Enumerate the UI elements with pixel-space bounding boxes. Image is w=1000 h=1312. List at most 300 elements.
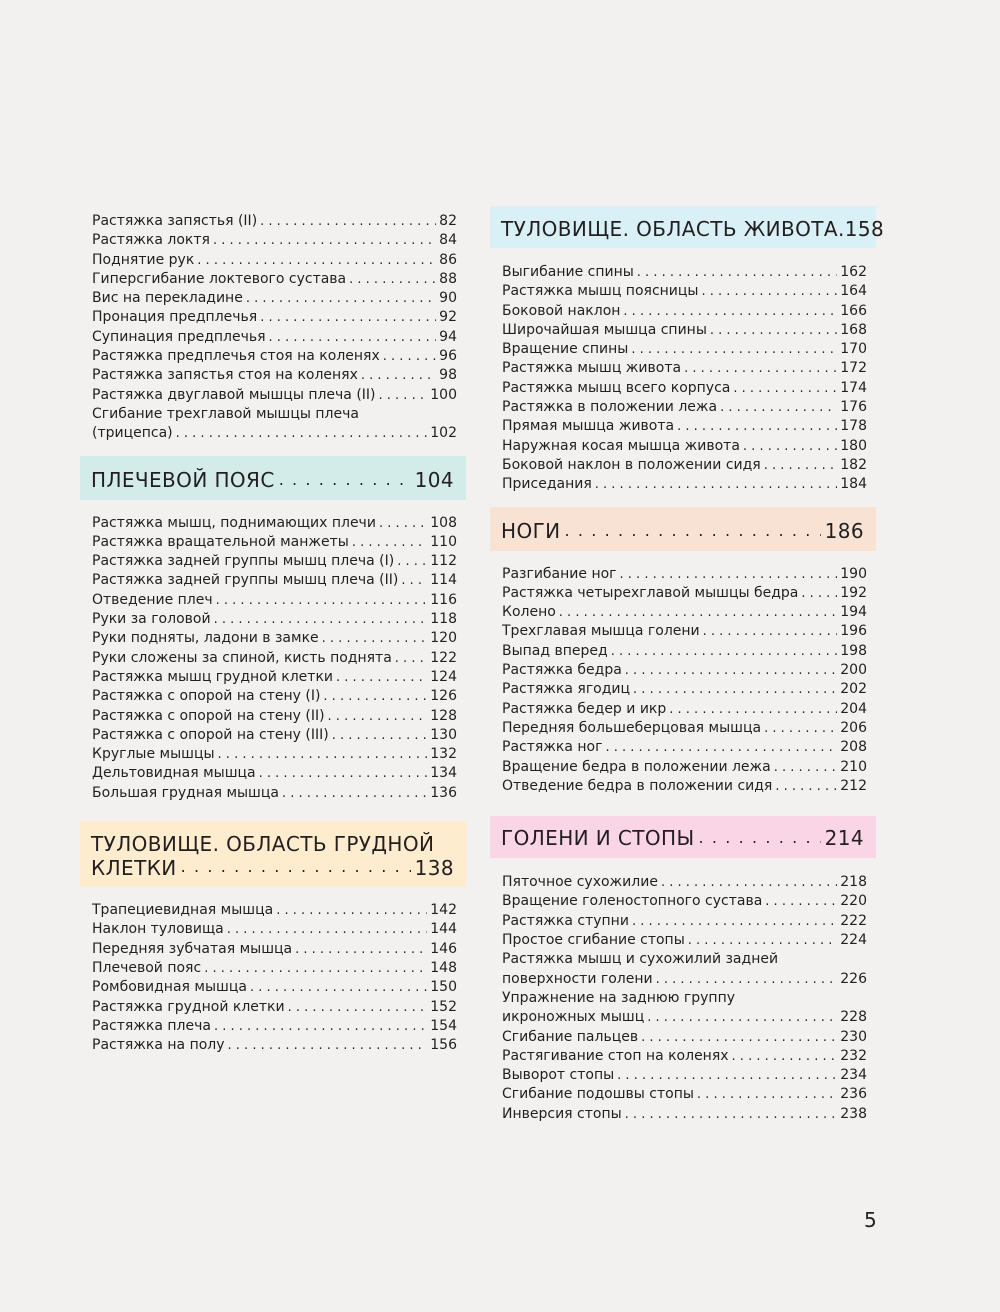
- dot-leader: [710, 321, 837, 340]
- entry-title: Растяжка локтя: [92, 232, 210, 249]
- toc-entry[interactable]: [502, 340, 867, 359]
- dot-leader: [260, 308, 436, 327]
- toc-entry[interactable]: [92, 649, 457, 668]
- dot-leader: [656, 970, 838, 989]
- entry-page: 180: [840, 437, 867, 454]
- toc-entry[interactable]: [502, 584, 867, 603]
- entry-page: 196: [840, 623, 867, 640]
- toc-entry[interactable]: [92, 231, 457, 250]
- entry-title: Растяжка в положении лежа: [502, 399, 718, 416]
- toc-entry[interactable]: [92, 726, 457, 745]
- toc-entry[interactable]: [502, 1047, 867, 1066]
- entry-page: 232: [840, 1047, 867, 1064]
- dot-leader: [661, 873, 837, 892]
- entry-page: 110: [430, 533, 457, 550]
- entry-title: Растяжка плеча: [92, 1017, 211, 1034]
- entry-title: Вращение бедра в положении лежа: [502, 758, 771, 775]
- entry-title-line1: Сгибание трехглавой мышцы плеча: [92, 405, 359, 422]
- dot-leader: [176, 424, 428, 443]
- entry-page: 152: [430, 998, 457, 1015]
- dot-leader: [214, 610, 428, 629]
- dot-leader: [379, 386, 428, 405]
- section-header-chest[interactable]: [80, 821, 466, 887]
- entry-page: 92: [439, 309, 457, 326]
- entry-title: Круглые мышцы: [92, 746, 215, 763]
- entry-page: 112: [430, 553, 457, 570]
- dot-leader: [349, 270, 436, 289]
- toc-entry[interactable]: [92, 784, 457, 803]
- entry-title: Растяжка мышц грудной клетки: [92, 668, 334, 685]
- entry-title: Вис на перекладине: [92, 290, 243, 307]
- toc-entry[interactable]: [502, 263, 867, 282]
- entry-title: Прямая мышца живота: [502, 418, 675, 435]
- entry-title: Гиперсгибание локтевого сустава: [92, 270, 347, 287]
- dot-leader: [625, 1105, 838, 1124]
- entry-page: 190: [840, 565, 867, 582]
- toc-entry[interactable]: [92, 366, 457, 385]
- entry-title: Растяжка ягодиц: [502, 681, 631, 698]
- entry-page: 82: [439, 213, 457, 229]
- section-header-feet[interactable]: [490, 816, 876, 858]
- entry-title: Дельтовидная мышца: [92, 765, 256, 782]
- dot-leader: [269, 328, 437, 347]
- entry-page: 116: [430, 591, 457, 608]
- entry-page: 118: [430, 611, 457, 628]
- dot-leader: [361, 366, 436, 385]
- dot-leader: [720, 398, 837, 417]
- entry-title: Отведение плеч: [92, 591, 213, 608]
- dot-leader: [625, 661, 837, 680]
- toc-entry[interactable]: [502, 661, 867, 680]
- toc-entry[interactable]: [92, 629, 457, 648]
- dot-leader: [279, 468, 411, 492]
- entry-page: 88: [439, 270, 457, 287]
- toc-entry[interactable]: [502, 758, 867, 777]
- toc-entry[interactable]: [92, 610, 457, 629]
- toc-entry[interactable]: [502, 873, 867, 892]
- toc-entry[interactable]: [502, 398, 867, 417]
- entry-title: Растяжка мышц живота: [502, 360, 682, 377]
- entry-title: Руки сложены за спиной, кисть поднята: [92, 649, 392, 666]
- toc-entry[interactable]: [92, 328, 457, 347]
- dot-leader: [703, 622, 838, 641]
- dot-leader: [276, 901, 427, 920]
- toc-entry[interactable]: [502, 456, 867, 475]
- section-header-shoulder[interactable]: [80, 456, 466, 500]
- dot-leader: [246, 289, 436, 308]
- entry-page: 114: [430, 572, 457, 589]
- toc-entry[interactable]: [502, 1085, 867, 1104]
- dot-leader: [633, 680, 837, 699]
- entry-page: 108: [430, 514, 457, 531]
- entry-title: Растягивание стоп на коленях: [502, 1047, 729, 1064]
- entry-title: Выпад вперед: [502, 642, 608, 659]
- dot-leader: [699, 826, 821, 850]
- dot-leader: [605, 738, 837, 757]
- section-page: 186: [824, 518, 864, 543]
- dot-leader: [647, 1008, 837, 1027]
- entry-page: 228: [840, 1009, 867, 1026]
- entry-title: Растяжка запястья (II): [92, 213, 258, 229]
- toc-entry[interactable]: [92, 745, 457, 764]
- toc-entry[interactable]: [92, 347, 457, 366]
- toc-entry[interactable]: [92, 270, 457, 289]
- entry-page: 210: [840, 758, 867, 775]
- entry-page: 184: [840, 476, 867, 493]
- feet-wrap-entry-1[interactable]: [490, 950, 876, 989]
- toc-entry[interactable]: [502, 603, 867, 622]
- dot-leader: [214, 1017, 427, 1036]
- entry-title: Инверсия стопы: [502, 1105, 622, 1122]
- entry-page: 222: [840, 912, 867, 929]
- dot-leader: [295, 940, 427, 959]
- toc-entry[interactable]: [502, 475, 867, 494]
- toc-entry[interactable]: [92, 901, 457, 920]
- toc-entry[interactable]: [92, 533, 457, 552]
- entry-title: Растяжка задней группы мышц плеча (I): [92, 553, 395, 570]
- entry-title-line2: икроножных мышц: [502, 1009, 645, 1026]
- entry-title: Большая грудная мышца: [92, 784, 279, 801]
- toc-right-column: [490, 206, 885, 1124]
- dot-leader: [228, 1036, 428, 1055]
- entry-page: 176: [840, 399, 867, 416]
- dot-leader: [288, 998, 428, 1017]
- entry-title-line1: Упражнение на заднюю группу: [502, 989, 736, 1006]
- section-header-abdomen[interactable]: [490, 206, 885, 248]
- entry-page: 100: [430, 386, 457, 403]
- entry-page: 130: [430, 726, 457, 743]
- feet-entries-b: [490, 1028, 876, 1124]
- toc-entry[interactable]: [502, 1028, 867, 1047]
- section-page: 104: [414, 467, 454, 492]
- toc-entry[interactable]: [502, 321, 867, 340]
- entry-page: 202: [840, 681, 867, 698]
- dot-leader: [332, 726, 428, 745]
- entry-page: 164: [840, 283, 867, 300]
- entry-page: 208: [840, 739, 867, 756]
- arms-last-entry[interactable]: [80, 405, 466, 444]
- entry-page: 162: [840, 264, 867, 280]
- entry-page: 172: [840, 360, 867, 377]
- entry-title: Выворот стопы: [502, 1067, 615, 1084]
- entry-title: Поднятие рук: [92, 251, 195, 268]
- entry-title: Наружная косая мышца живота: [502, 437, 740, 454]
- dot-leader: [379, 514, 427, 533]
- toc-entry[interactable]: [502, 892, 867, 911]
- entry-title: Растяжка грудной клетки: [92, 998, 285, 1015]
- dot-leader: [641, 1028, 837, 1047]
- entry-page: 206: [840, 719, 867, 736]
- entry-title: Трапециевидная мышца: [92, 902, 274, 919]
- entry-page: 90: [439, 290, 457, 307]
- entry-page: 204: [840, 700, 867, 717]
- section-page: 214: [824, 826, 864, 851]
- entry-page: 166: [840, 302, 867, 319]
- entry-page: 236: [840, 1086, 867, 1103]
- entry-page: 136: [430, 784, 457, 801]
- dot-leader: [620, 565, 838, 584]
- toc-entry[interactable]: [92, 289, 457, 308]
- dot-leader: [611, 642, 838, 661]
- entry-title: Отведение бедра в положении сидя: [502, 777, 773, 794]
- entry-page: 192: [840, 584, 867, 601]
- feet-entries-a: [490, 873, 876, 950]
- dot-leader: [559, 603, 837, 622]
- toc-entry[interactable]: [92, 687, 457, 706]
- entry-title: Растяжка ступни: [502, 912, 629, 929]
- entry-page: 194: [840, 604, 867, 621]
- entry-title: Боковой наклон в положении сидя: [502, 456, 761, 473]
- entry-title: Растяжка бедер и икр: [502, 700, 667, 717]
- section-page: .158: [838, 217, 885, 241]
- chest-entries: [80, 901, 466, 1055]
- dot-leader: [801, 584, 837, 603]
- entry-page: 132: [430, 746, 457, 763]
- dot-leader: [733, 379, 837, 398]
- legs-entries: [490, 565, 876, 797]
- dot-leader: [623, 302, 837, 321]
- dot-leader: [677, 417, 837, 436]
- entry-title: Растяжка ног: [502, 739, 603, 756]
- section-header-legs[interactable]: [490, 507, 876, 551]
- dot-leader: [764, 719, 837, 738]
- dot-leader: [383, 347, 436, 366]
- entry-title: Пяточное сухожилие: [502, 874, 658, 891]
- toc-entry[interactable]: [92, 308, 457, 327]
- entry-title: Супинация предплечья: [92, 328, 266, 345]
- entry-title: Растяжка четырехглавой мышцы бедра: [502, 584, 799, 601]
- entry-title: Наклон туловища: [92, 921, 224, 938]
- toc-entry[interactable]: [92, 386, 457, 405]
- dot-leader: [260, 212, 436, 231]
- entry-title: Выгибание спины: [502, 264, 634, 280]
- toc-entry[interactable]: [502, 565, 867, 584]
- entry-page: 144: [430, 921, 457, 938]
- entry-page: 218: [840, 874, 867, 891]
- toc-entry[interactable]: [502, 437, 867, 456]
- shoulder-entries: [80, 514, 466, 803]
- entry-title: Сгибание подошвы стопы: [502, 1086, 694, 1103]
- toc-entry[interactable]: [502, 700, 867, 719]
- toc-entry[interactable]: [92, 998, 457, 1017]
- dot-leader: [397, 552, 427, 571]
- entry-title: Руки подняты, ладони в замке: [92, 630, 319, 647]
- toc-left-column: [80, 212, 466, 1055]
- entry-title: Разгибание ног: [502, 565, 617, 582]
- entry-title: Растяжка задней группы мышц плеча (II): [92, 572, 399, 589]
- toc-entry[interactable]: [502, 719, 867, 738]
- toc-entry[interactable]: [502, 1105, 867, 1124]
- dot-leader: [328, 707, 428, 726]
- entry-page: 170: [840, 341, 867, 358]
- section-title: ПЛЕЧЕВОЙ ПОЯС: [91, 467, 275, 492]
- entry-page: 128: [430, 707, 457, 724]
- entry-page: 120: [430, 630, 457, 647]
- dot-leader: [637, 263, 837, 282]
- dot-leader: [259, 764, 428, 783]
- entry-page: 182: [840, 456, 867, 473]
- dot-leader: [595, 475, 838, 494]
- dot-leader: [617, 1066, 837, 1085]
- entry-title: Растяжка с опорой на стену (II): [92, 707, 325, 724]
- entry-page: 134: [430, 765, 457, 782]
- dot-leader: [352, 533, 427, 552]
- dot-leader: [765, 892, 837, 911]
- dot-leader: [631, 340, 837, 359]
- entry-title: Растяжка вращательной манжеты: [92, 533, 349, 550]
- toc-entry[interactable]: [502, 622, 867, 641]
- entry-page: 122: [430, 649, 457, 666]
- section-title: НОГИ: [501, 518, 561, 543]
- entry-title: Растяжка мышц поясницы: [502, 283, 699, 300]
- entry-title: Руки за головой: [92, 611, 211, 628]
- dot-leader: [774, 758, 838, 777]
- toc-entry[interactable]: [92, 959, 457, 978]
- entry-page: 126: [430, 688, 457, 705]
- entry-title: Боковой наклон: [502, 302, 621, 319]
- dot-leader: [213, 231, 436, 250]
- toc-entry[interactable]: [502, 912, 867, 931]
- page-number: 5: [864, 1208, 877, 1232]
- entry-page: 234: [840, 1067, 867, 1084]
- entry-page: 84: [439, 232, 457, 249]
- entry-title: Растяжка запястья стоя на коленях: [92, 367, 358, 384]
- entry-title: Передняя зубчатая мышца: [92, 940, 293, 957]
- entry-page: 174: [840, 379, 867, 396]
- section-title-line2: КЛЕТКИ: [91, 856, 177, 881]
- entry-title: Растяжка мышц всего корпуса: [502, 379, 731, 396]
- toc-entry[interactable]: [92, 591, 457, 610]
- toc-entry[interactable]: [92, 707, 457, 726]
- toc-entry[interactable]: [92, 514, 457, 533]
- abdomen-entries: [490, 263, 876, 495]
- dot-leader: [743, 437, 837, 456]
- entry-title: Простое сгибание стопы: [502, 932, 685, 949]
- toc-entry[interactable]: [92, 571, 457, 590]
- entry-page: 94: [439, 328, 457, 345]
- toc-entry[interactable]: [502, 359, 867, 378]
- feet-wrap-entry-2[interactable]: [490, 989, 876, 1028]
- entry-title-line2: (трицепса): [92, 425, 173, 442]
- dot-leader: [565, 519, 821, 543]
- entry-page: 150: [430, 979, 457, 996]
- toc-entry[interactable]: [502, 738, 867, 757]
- toc-entry[interactable]: [502, 282, 867, 301]
- entry-title-line2: поверхности голени: [502, 970, 653, 987]
- dot-leader: [204, 959, 427, 978]
- entry-title: Плечевой пояс: [92, 959, 202, 976]
- entry-title: Колено: [502, 604, 556, 621]
- entry-title: Вращение спины: [502, 341, 629, 358]
- dot-leader: [732, 1047, 838, 1066]
- dot-leader: [395, 649, 427, 668]
- toc-entry[interactable]: [92, 920, 457, 939]
- entry-page: 102: [430, 425, 457, 442]
- dot-leader: [282, 784, 427, 803]
- dot-leader: [323, 687, 427, 706]
- dot-leader: [322, 629, 428, 648]
- entry-page: 230: [840, 1028, 867, 1045]
- dot-leader: [669, 700, 837, 719]
- entry-page: 154: [430, 1017, 457, 1034]
- toc-entry[interactable]: [502, 302, 867, 321]
- dot-leader: [250, 978, 427, 997]
- toc-entry[interactable]: [502, 379, 867, 398]
- toc-entry[interactable]: [502, 777, 867, 796]
- entry-title: Вращение голеностопного сустава: [502, 893, 763, 910]
- entry-title: Растяжка бедра: [502, 662, 622, 679]
- entry-page: 220: [840, 893, 867, 910]
- dot-leader: [775, 777, 837, 796]
- entry-title: Передняя большеберцовая мышца: [502, 719, 762, 736]
- toc-entry[interactable]: [502, 931, 867, 950]
- dot-leader: [336, 668, 427, 687]
- toc-entry[interactable]: [92, 764, 457, 783]
- entry-title: Широчайшая мышца спины: [502, 321, 707, 338]
- dot-leader: [216, 591, 428, 610]
- dot-leader: [401, 571, 427, 590]
- entry-title: Пронация предплечья: [92, 309, 258, 326]
- entry-page: 142: [430, 902, 457, 919]
- entry-page: 96: [439, 348, 457, 365]
- entry-page: 226: [840, 970, 867, 987]
- entry-title: Растяжка с опорой на стену (III): [92, 726, 329, 743]
- toc-entry[interactable]: [92, 668, 457, 687]
- entry-page: 198: [840, 642, 867, 659]
- toc-entry[interactable]: [502, 1066, 867, 1085]
- entry-page: 124: [430, 668, 457, 685]
- entry-title: Растяжка на полу: [92, 1037, 225, 1054]
- toc-entry[interactable]: [92, 940, 457, 959]
- toc-entry[interactable]: [502, 417, 867, 436]
- toc-entry[interactable]: [92, 1036, 457, 1055]
- section-title: ТУЛОВИЩЕ. ОБЛАСТЬ ЖИВОТА: [501, 217, 839, 241]
- toc-entry[interactable]: [92, 251, 457, 270]
- entry-title: Трехглавая мышца голени: [502, 623, 700, 640]
- entry-title: Приседания: [502, 476, 592, 493]
- entry-page: 224: [840, 932, 867, 949]
- dot-leader: [701, 282, 837, 301]
- entry-title: Растяжка предплечья стоя на коленях: [92, 348, 380, 365]
- toc-entry[interactable]: [92, 978, 457, 997]
- entry-page: 146: [430, 940, 457, 957]
- entry-title: Растяжка с опорой на стену (I): [92, 688, 321, 705]
- dot-leader: [227, 920, 428, 939]
- toc-entry[interactable]: [92, 212, 457, 231]
- dot-leader: [688, 931, 838, 950]
- entry-title: Ромбовидная мышца: [92, 979, 247, 996]
- section-page: 138: [414, 856, 454, 881]
- entry-page: 212: [840, 777, 867, 794]
- entry-page: 86: [439, 251, 457, 268]
- dot-leader: [218, 745, 428, 764]
- dot-leader: [197, 251, 436, 270]
- toc-entry[interactable]: [92, 552, 457, 571]
- dot-leader: [632, 912, 837, 931]
- entry-page: 168: [840, 321, 867, 338]
- toc-entry[interactable]: [502, 680, 867, 699]
- dot-leader: [764, 456, 838, 475]
- entry-title: Растяжка двуглавой мышцы плеча (II): [92, 386, 376, 403]
- entry-page: 178: [840, 418, 867, 435]
- dot-leader: [181, 855, 411, 879]
- toc-entry[interactable]: [92, 1017, 457, 1036]
- section-title-line1: ТУЛОВИЩЕ. ОБЛАСТЬ ГРУДНОЙ: [91, 832, 435, 857]
- entry-page: 148: [430, 959, 457, 976]
- section-title: ГОЛЕНИ И СТОПЫ: [501, 826, 695, 851]
- entry-title: Сгибание пальцев: [502, 1028, 639, 1045]
- toc-entry[interactable]: [502, 642, 867, 661]
